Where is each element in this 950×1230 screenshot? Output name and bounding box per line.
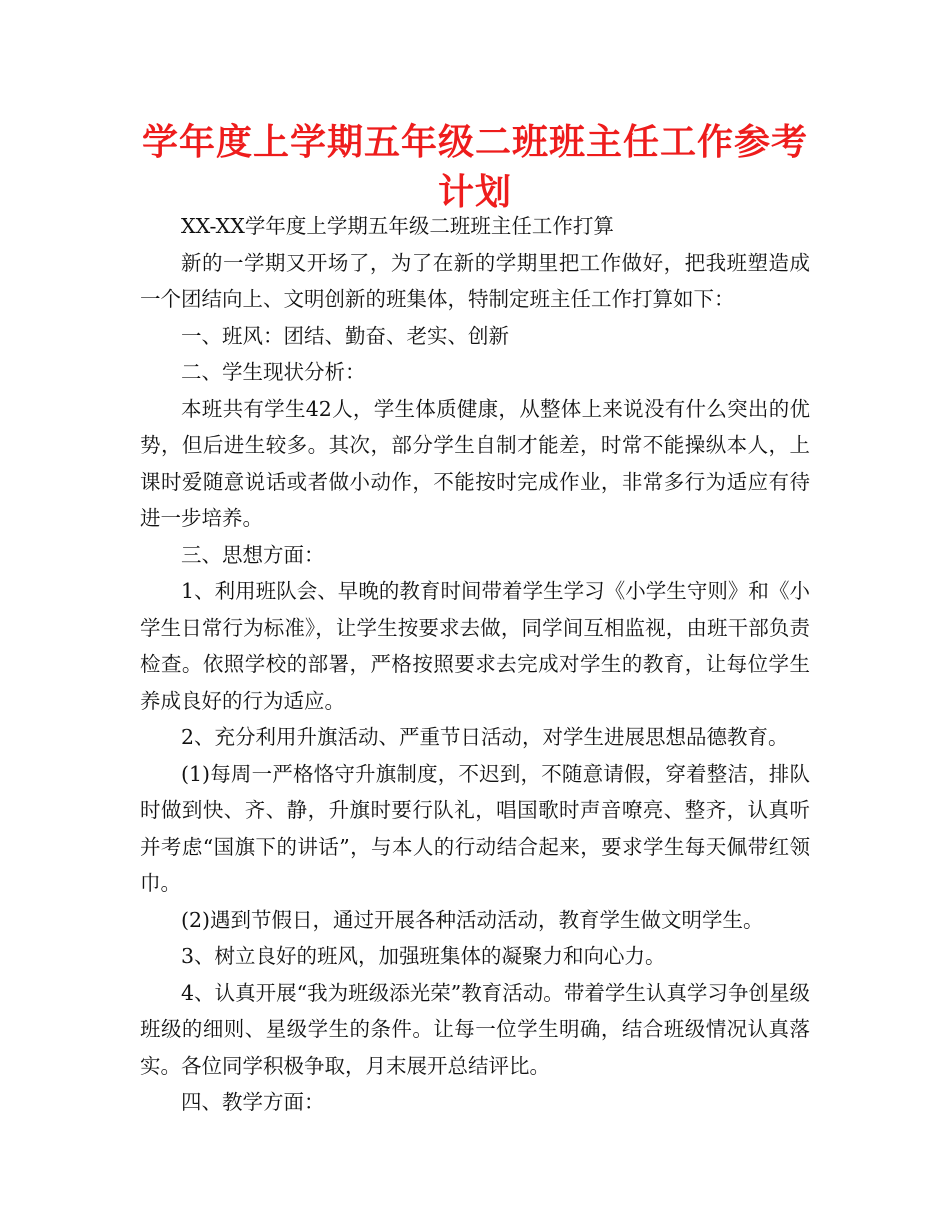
paragraph-item-3: 3、树立良好的班风，加强班集体的凝聚力和向心力。 bbox=[181, 944, 666, 968]
paragraph-student-analysis: 本班共有学生42人，学生体质健康，从整体上来说没有什么突出的优势，但后进生较多。其次，部分学生自制才能差，时常不能操纵本人，上课时爱随意说话或者做小动作，不能按时完成作业，非常多行为适应有待进一步培养。 bbox=[140, 396, 810, 530]
section-heading-class-style: 一、班风：团结、勤奋、老实、创新 bbox=[181, 323, 509, 348]
section-heading-student-analysis: 二、学生现状分析： bbox=[181, 360, 366, 384]
document-body bbox=[140, 208, 810, 1121]
paragraph-item-4: 4、认真开展“我为班级添光荣”教育活动。带着学生认真学习争创星级班级的细则、星级学生的条件。让每一位学生明确，结合班级情况认真落实。各位同学积极争取，月末展开总结评比。 bbox=[140, 980, 810, 1078]
paragraph-item-2: 2、充分利用升旗活动、严重节日活动，对学生进展思想品德教育。 bbox=[181, 725, 789, 749]
paragraph-item-2-2: (2)遇到节假日，通过开展各种活动活动，教育学生做文明学生。 bbox=[181, 907, 764, 932]
section-heading-teaching: 四、教学方面： bbox=[181, 1090, 325, 1114]
section-heading-ideology: 三、思想方面： bbox=[181, 542, 325, 567]
document-title: 学年度上学期五年级二班班主任工作参考计划 bbox=[141, 122, 808, 213]
paragraph-item-1: 1、利用班队会、早晚的教育时间带着学生学习《小学生守则》和《小学生日常行为标准》，让学生按要求去做，同学间互相监视，由班干部负责检查。依照学校的部署，严格按照要求去完成对学生的教育，让每位学生养成良好的行为适应。 bbox=[140, 579, 810, 713]
paragraph-intro: 新的一学期又开场了，为了在新的学期里把工作做好，把我班塑造成一个团结向上、文明创新的班集体，特制定班主任工作打算如下： bbox=[140, 250, 810, 311]
paragraph-subtitle: XX-XX学年度上学期五年级二班班主任工作打算 bbox=[181, 214, 614, 238]
paragraph-item-2-1: (1)每周一严格恪守升旗制度，不迟到，不随意请假，穿着整洁，排队时做到快、齐、静，升旗时要行队礼，唱国歌时声音嘹亮、整齐，认真听并考虑“国旗下的讲话”，与本人的行动结合起来，要求学生每天佩带红领巾。 bbox=[140, 761, 810, 895]
